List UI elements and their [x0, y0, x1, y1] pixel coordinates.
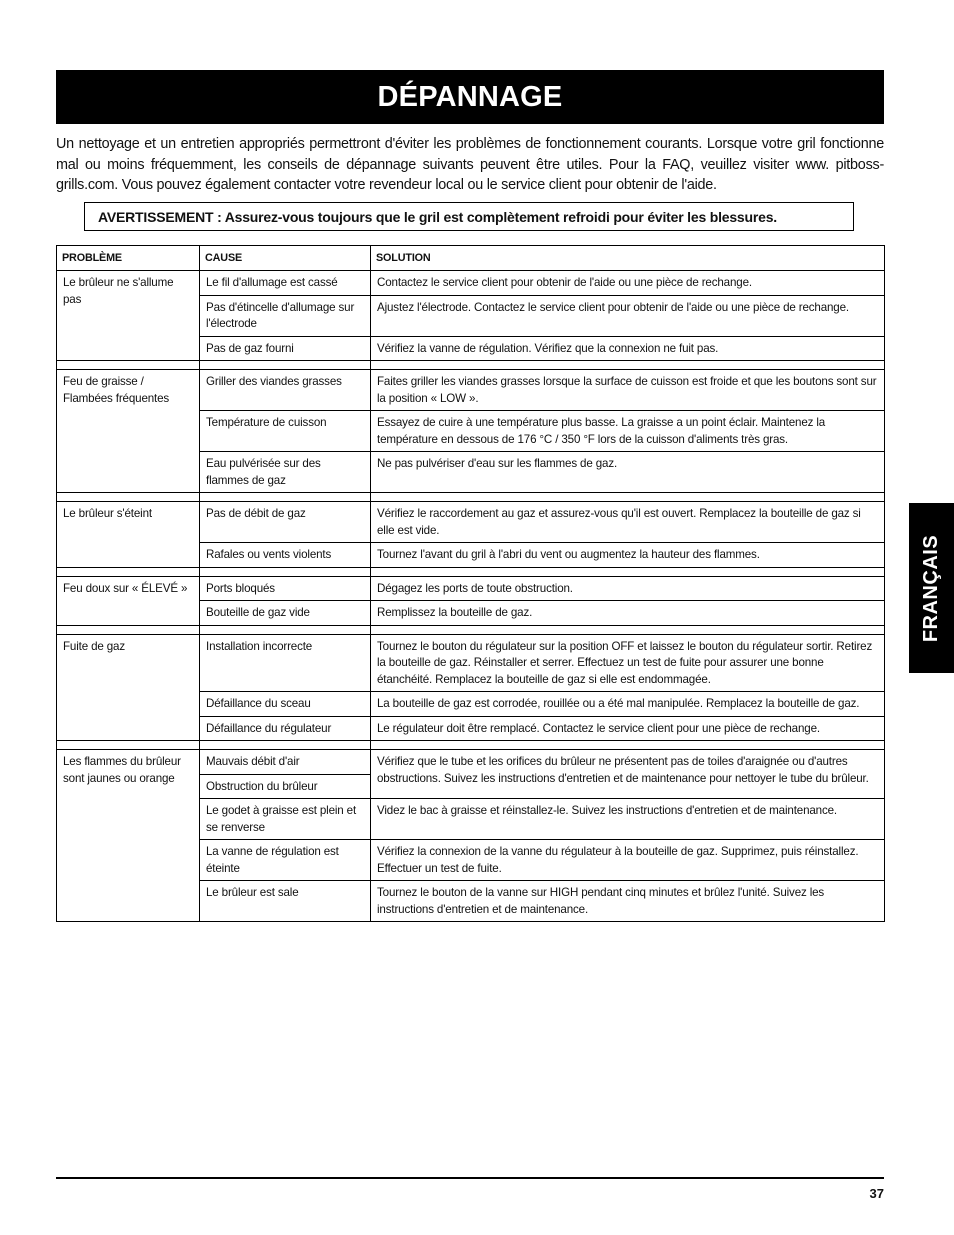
- solution-cell: Dégagez les ports de toute obstruction.: [371, 576, 885, 601]
- troubleshooting-table: [56, 245, 885, 922]
- solution-cell: Videz le bac à graisse et réinstallez-le. Suivez les instructions d'entretien et de maintenance.: [371, 799, 885, 840]
- solution-cell: Tournez le bouton du régulateur sur la position OFF et laissez le bouton du régulateur sortir. Retirez la bouteille de gaz. Réinstaller et serrer. Effectuez un test de fuite pour assurer une bonne étanchéité. Remplacez la bouteille de gaz si elle est endommagée.: [371, 634, 885, 692]
- problem-cell: Le brûleur ne s'allume pas: [57, 271, 200, 361]
- solution-cell: Tournez l'avant du gril à l'abri du vent ou augmentez la hauteur des flammes.: [371, 543, 885, 568]
- intro-paragraph: Un nettoyage et un entretien appropriés permettront d'éviter les problèmes de fonctionnement courants. Lorsque votre gril fonctionne mal ou moins fréquemment, les conseils de dépannage suivants peuvent être utiles. Pour la FAQ, veuillez visiter www. pitboss-grills.com. Vous pouvez également contacter votre revendeur local ou le service client pour obtenir de l'aide.: [56, 136, 884, 193]
- table-row: [57, 576, 885, 601]
- cause-cell: Mauvais débit d'air: [200, 750, 371, 775]
- group-separator: [57, 625, 885, 634]
- solution-cell: Vérifiez le raccordement au gaz et assurez-vous qu'il est ouvert. Remplacez la bouteille de gaz si elle est vide.: [371, 502, 885, 543]
- cause-cell: Eau pulvérisée sur des flammes de gaz: [200, 452, 371, 493]
- problem-cell: Feu de graisse / Flambées fréquentes: [57, 370, 200, 493]
- problem-cell: Les flammes du brûleur sont jaunes ou orange: [57, 750, 200, 922]
- solution-cell: Vérifiez que le tube et les orifices du brûleur ne présentent pas de toiles d'araignée ou d'autres obstructions. Suivez les instructions d'entretien et de maintenance pour nettoyer le tube du brûleur.: [371, 750, 885, 799]
- solution-cell: Tournez le bouton de la vanne sur HIGH pendant cinq minutes et brûlez l'unité. Suivez les instructions d'entretien et de maintenance.: [371, 881, 885, 922]
- cause-cell: Rafales ou vents violents: [200, 543, 371, 568]
- cause-cell: Ports bloqués: [200, 576, 371, 601]
- problem-cell: Le brûleur s'éteint: [57, 502, 200, 568]
- solution-cell: La bouteille de gaz est corrodée, rouillée ou a été mal manipulée. Remplacez la bouteille de gaz.: [371, 692, 885, 717]
- cause-cell: Le brûleur est sale: [200, 881, 371, 922]
- cause-cell: Défaillance du sceau: [200, 692, 371, 717]
- header-solution: SOLUTION: [371, 246, 885, 271]
- solution-cell: Contactez le service client pour obtenir de l'aide ou une pièce de rechange.: [371, 271, 885, 296]
- table-row: [57, 271, 885, 296]
- problem-cell: Fuite de gaz: [57, 634, 200, 741]
- solution-cell: Le régulateur doit être remplacé. Contactez le service client pour une pièce de rechange.: [371, 716, 885, 741]
- solution-cell: Vérifiez la connexion de la vanne du régulateur à la bouteille de gaz. Supprimez, puis réinstallez. Effectuer un test de fuite.: [371, 840, 885, 881]
- cause-cell: Obstruction du brûleur: [200, 774, 371, 799]
- cause-cell: Température de cuisson: [200, 411, 371, 452]
- page-number: 37: [869, 1186, 884, 1201]
- footer-divider: [56, 1177, 884, 1179]
- page-title: DÉPANNAGE: [377, 80, 563, 113]
- cause-cell: Pas de débit de gaz: [200, 502, 371, 543]
- cause-cell: Installation incorrecte: [200, 634, 371, 692]
- solution-cell: Faites griller les viandes grasses lorsque la surface de cuisson est froide et que les boutons sont sur la position « LOW ».: [371, 370, 885, 411]
- cause-cell: Pas de gaz fourni: [200, 336, 371, 361]
- cause-cell: Le fil d'allumage est cassé: [200, 271, 371, 296]
- title-banner: [56, 70, 884, 124]
- cause-cell: Bouteille de gaz vide: [200, 601, 371, 626]
- group-separator: [57, 567, 885, 576]
- header-cause: CAUSE: [200, 246, 371, 271]
- solution-cell: Remplissez la bouteille de gaz.: [371, 601, 885, 626]
- cause-cell: La vanne de régulation est éteinte: [200, 840, 371, 881]
- group-separator: [57, 741, 885, 750]
- cause-cell: Griller des viandes grasses: [200, 370, 371, 411]
- table-row: [57, 370, 885, 411]
- cause-cell: Pas d'étincelle d'allumage sur l'électrode: [200, 295, 371, 336]
- group-separator: [57, 361, 885, 370]
- header-problem: PROBLÈME: [57, 246, 200, 271]
- cause-cell: Défaillance du régulateur: [200, 716, 371, 741]
- solution-cell: Essayez de cuire à une température plus basse. La graisse a un point éclair. Maintenez la température en dessous de 176 °C / 350 °F lors de la cuisson d'aliments très gras.: [371, 411, 885, 452]
- table-row: [57, 634, 885, 692]
- warning-box: AVERTISSEMENT : Assurez-vous toujours que le gril est complètement refroidi pour éviter les blessures.: [84, 202, 854, 231]
- language-tab-label: FRANÇAIS: [920, 534, 942, 642]
- group-separator: [57, 493, 885, 502]
- solution-cell: Vérifiez la vanne de régulation. Vérifiez que la connexion ne fuit pas.: [371, 336, 885, 361]
- table-header-row: [57, 246, 885, 271]
- cause-cell: Le godet à graisse est plein et se renverse: [200, 799, 371, 840]
- table-row: [57, 750, 885, 775]
- language-tab: [909, 503, 954, 673]
- table-row: [57, 502, 885, 543]
- solution-cell: Ne pas pulvériser d'eau sur les flammes de gaz.: [371, 452, 885, 493]
- solution-cell: Ajustez l'électrode. Contactez le service client pour obtenir de l'aide ou une pièce de rechange.: [371, 295, 885, 336]
- problem-cell: Feu doux sur « ÉLEVÉ »: [57, 576, 200, 625]
